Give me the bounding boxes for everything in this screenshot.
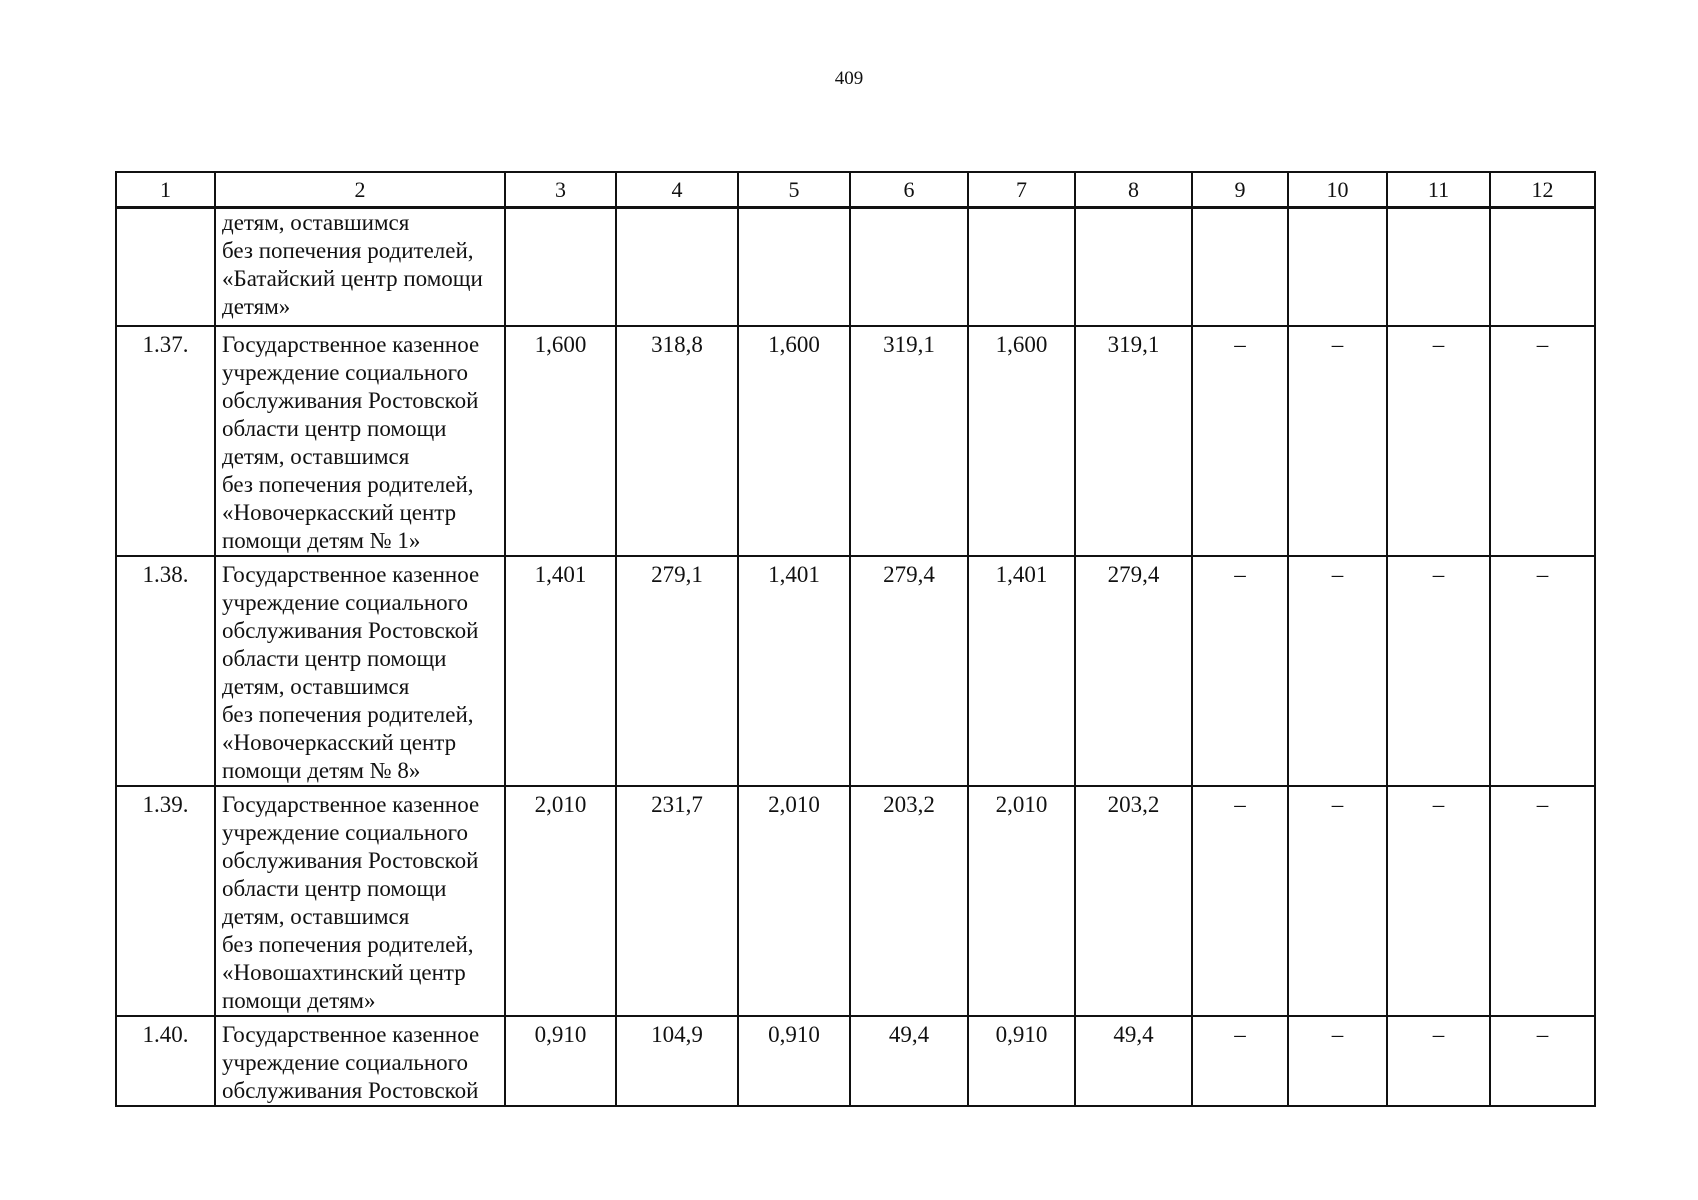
value-cell [1387, 208, 1490, 326]
value-cell: – [1387, 326, 1490, 556]
table-row [116, 556, 1595, 786]
value-cell: – [1192, 556, 1288, 786]
header-cell: 4 [616, 172, 738, 208]
value-cell: – [1288, 786, 1387, 1016]
value-cell: 49,4 [1075, 1016, 1192, 1106]
value-cell: – [1490, 326, 1595, 556]
value-cell [1075, 208, 1192, 326]
value-cell: – [1288, 556, 1387, 786]
value-cell [850, 208, 968, 326]
value-cell: – [1387, 1016, 1490, 1106]
data-table [115, 171, 1596, 1107]
value-cell: – [1490, 786, 1595, 1016]
value-cell: – [1387, 786, 1490, 1016]
row-number: 1.40. [116, 1016, 215, 1106]
row-number [116, 208, 215, 326]
value-cell: 279,1 [616, 556, 738, 786]
value-cell: 319,1 [1075, 326, 1192, 556]
row-number: 1.39. [116, 786, 215, 1016]
value-cell: 1,600 [968, 326, 1075, 556]
value-cell [968, 208, 1075, 326]
header-cell: 11 [1387, 172, 1490, 208]
header-cell: 9 [1192, 172, 1288, 208]
institution-name: Государственное казенное учреждение социального обслуживания Ростовской области центр помощи детям, оставшимся без попечения родителей, «Новошахтинский центр помощи детям» [215, 786, 505, 1016]
value-cell: 49,4 [850, 1016, 968, 1106]
header-cell: 3 [505, 172, 616, 208]
value-cell: 104,9 [616, 1016, 738, 1106]
header-cell: 1 [116, 172, 215, 208]
value-cell: 1,401 [738, 556, 850, 786]
row-number: 1.37. [116, 326, 215, 556]
value-cell: 203,2 [850, 786, 968, 1016]
value-cell: – [1288, 1016, 1387, 1106]
header-cell: 12 [1490, 172, 1595, 208]
value-cell: – [1192, 786, 1288, 1016]
value-cell: 0,910 [738, 1016, 850, 1106]
value-cell: – [1490, 556, 1595, 786]
table-row [116, 208, 1595, 326]
value-cell [738, 208, 850, 326]
value-cell: 2,010 [505, 786, 616, 1016]
value-cell [1490, 208, 1595, 326]
value-cell: 2,010 [968, 786, 1075, 1016]
value-cell [616, 208, 738, 326]
value-cell: 279,4 [1075, 556, 1192, 786]
header-cell: 5 [738, 172, 850, 208]
value-cell: 0,910 [968, 1016, 1075, 1106]
value-cell: – [1490, 1016, 1595, 1106]
header-cell: 2 [215, 172, 505, 208]
header-cell: 8 [1075, 172, 1192, 208]
row-number: 1.38. [116, 556, 215, 786]
institution-name: Государственное казенное учреждение социального обслуживания Ростовской области центр помощи детям, оставшимся без попечения родителей, «Новочеркасский центр помощи детям № 1» [215, 326, 505, 556]
header-cell: 10 [1288, 172, 1387, 208]
value-cell: – [1288, 326, 1387, 556]
value-cell: 2,010 [738, 786, 850, 1016]
value-cell: 319,1 [850, 326, 968, 556]
institution-name: детям, оставшимся без попечения родителей, «Батайский центр помощи детям» [215, 208, 505, 326]
table-body [116, 208, 1595, 1106]
value-cell [1192, 208, 1288, 326]
value-cell: – [1192, 1016, 1288, 1106]
institution-name: Государственное казенное учреждение социального обслуживания Ростовской области центр помощи детям, оставшимся без попечения родителей, «Новочеркасский центр помощи детям № 8» [215, 556, 505, 786]
header-cell: 6 [850, 172, 968, 208]
value-cell: 1,401 [968, 556, 1075, 786]
value-cell: 203,2 [1075, 786, 1192, 1016]
table-row [116, 786, 1595, 1016]
value-cell [505, 208, 616, 326]
value-cell: 1,600 [505, 326, 616, 556]
value-cell [1288, 208, 1387, 326]
value-cell: – [1192, 326, 1288, 556]
value-cell: 318,8 [616, 326, 738, 556]
header-row [116, 172, 1595, 208]
value-cell: 279,4 [850, 556, 968, 786]
value-cell: 231,7 [616, 786, 738, 1016]
table-row [116, 326, 1595, 556]
table-header [116, 172, 1595, 208]
value-cell: 0,910 [505, 1016, 616, 1106]
header-cell: 7 [968, 172, 1075, 208]
page-number: 409 [834, 68, 864, 89]
value-cell: 1,600 [738, 326, 850, 556]
institution-name: Государственное казенное учреждение социального обслуживания Ростовской [215, 1016, 505, 1106]
table-row [116, 1016, 1595, 1106]
value-cell: 1,401 [505, 556, 616, 786]
value-cell: – [1387, 556, 1490, 786]
